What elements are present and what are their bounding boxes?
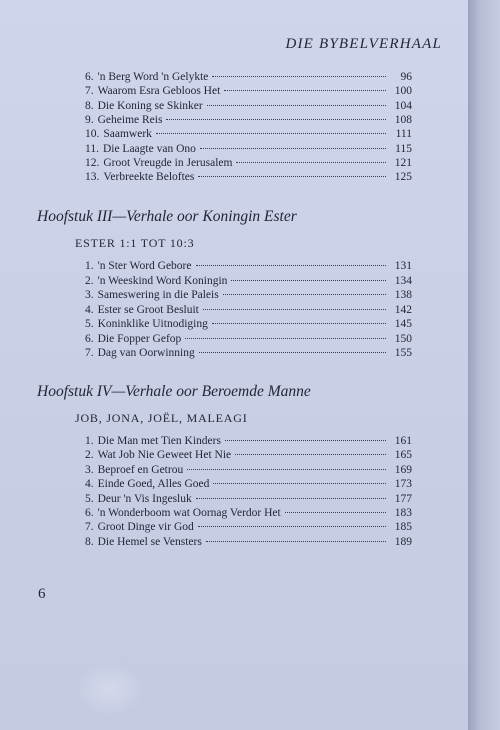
entry-page-number: 100	[394, 85, 412, 98]
entry-page-number: 189	[394, 535, 412, 548]
dot-leader	[224, 90, 386, 91]
dot-leader	[223, 294, 386, 295]
entry-title: Die Hemel se Vensters	[97, 535, 202, 548]
entry-title: 'n Wonderboom wat Oornag Verdor Het	[97, 507, 281, 519]
entry-page-number: 96	[400, 71, 412, 83]
dot-leader	[196, 265, 387, 266]
dot-leader	[203, 309, 386, 310]
entry-page-number: 155	[394, 347, 412, 359]
entry-page-number: 111	[395, 128, 412, 141]
toc-entry	[85, 156, 412, 171]
entry-number: 6.	[85, 71, 94, 83]
entry-title: Die Fopper Gefop	[97, 332, 182, 345]
dot-leader	[207, 105, 386, 106]
entry-title: Die Koning se Skinker	[97, 99, 203, 112]
toc-entry	[85, 113, 412, 128]
entry-page-number: 145	[394, 318, 412, 330]
toc-entry	[85, 463, 412, 478]
dot-leader	[198, 526, 386, 527]
toc-entry	[85, 492, 412, 507]
entry-title: Geheime Reis	[97, 113, 163, 126]
entry-page-number: 185	[394, 521, 412, 534]
entry-page-number: 165	[394, 449, 412, 462]
toc-entry	[85, 70, 412, 85]
page-smudge	[75, 662, 145, 717]
dot-leader	[225, 440, 386, 441]
entry-number: 5.	[85, 318, 94, 330]
entry-number: 3.	[85, 463, 94, 476]
page-number: 6	[38, 586, 46, 602]
entry-title: Deur 'n Vis Ingesluk	[97, 492, 192, 505]
entry-title: Einde Goed, Alles Goed	[97, 478, 210, 491]
entry-number: 4.	[85, 478, 94, 491]
entry-number: 2.	[85, 274, 94, 287]
toc-entry	[85, 434, 412, 449]
entry-number: 11.	[85, 142, 99, 155]
entry-title: 'n Berg Word 'n Gelykte	[97, 71, 209, 83]
entry-page-number: 131	[394, 260, 412, 272]
entry-number: 1.	[85, 260, 94, 272]
entry-number: 7.	[85, 347, 94, 359]
entry-number: 13.	[85, 171, 100, 184]
dot-leader	[212, 76, 386, 77]
entry-number: 9.	[85, 113, 94, 126]
toc-entry	[85, 332, 412, 347]
chapter-4-scripture-reference: JOB, JONA, JOËL, MALEAGI	[75, 411, 248, 425]
entry-title: Waarom Esra Gebloos Het	[97, 85, 221, 98]
entry-title: Die Laagte van Ono	[102, 142, 196, 155]
entry-page-number: 161	[394, 435, 412, 447]
toc-entry	[85, 127, 412, 142]
entry-title: Groot Dinge vir God	[97, 521, 194, 534]
entry-number: 8.	[85, 99, 94, 112]
entry-number: 10.	[85, 128, 100, 141]
entry-title: Die Man met Tien Kinders	[97, 435, 221, 447]
entry-page-number: 125	[394, 171, 412, 184]
chapter-heading-4: Hoofstuk IV—Verhale oor Beroemde Manne	[37, 383, 311, 400]
dot-leader	[200, 148, 386, 149]
dot-leader	[235, 454, 386, 455]
dot-leader	[166, 119, 386, 120]
entry-title: 'n Ster Word Gebore	[97, 260, 192, 272]
entry-page-number: 104	[394, 99, 412, 112]
dot-leader	[285, 512, 386, 513]
entry-number: 12.	[85, 156, 100, 169]
entry-page-number: 121	[394, 156, 412, 169]
entry-page-number: 150	[394, 332, 412, 345]
entry-page-number: 177	[394, 492, 412, 505]
dot-leader	[212, 323, 386, 324]
toc-entry	[85, 142, 412, 157]
dot-leader	[206, 541, 386, 542]
entry-title: Saamwerk	[103, 128, 152, 141]
dot-leader	[231, 280, 386, 281]
entry-number: 2.	[85, 449, 94, 462]
entry-title: Dag van Oorwinning	[97, 347, 195, 359]
entry-page-number: 183	[394, 507, 412, 519]
entry-page-number: 108	[394, 113, 412, 126]
entry-number: 6.	[85, 507, 94, 519]
entry-number: 4.	[85, 303, 94, 316]
entry-number: 3.	[85, 289, 94, 301]
running-head: DIE BYBELVERHAAL	[285, 36, 442, 52]
entry-page-number: 173	[394, 478, 412, 491]
dot-leader	[187, 469, 386, 470]
dot-leader	[199, 352, 386, 353]
entry-page-number: 115	[395, 142, 412, 155]
chapter-heading-3: Hoofstuk III—Verhale oor Koningin Ester	[37, 208, 297, 225]
entry-page-number: 134	[394, 274, 412, 287]
toc-entry	[85, 274, 412, 289]
entry-number: 1.	[85, 435, 94, 447]
toc-entry	[85, 477, 412, 492]
dot-leader	[156, 133, 386, 134]
entry-number: 6.	[85, 332, 94, 345]
toc-entry	[85, 535, 412, 550]
dot-leader	[185, 338, 386, 339]
toc-entry	[85, 506, 412, 521]
toc-entry	[85, 288, 412, 303]
entry-title: Ester se Groot Besluit	[97, 303, 199, 316]
toc-entry	[85, 303, 412, 318]
entry-title: Verbreekte Beloftes	[103, 171, 195, 184]
toc-entry	[85, 317, 412, 332]
toc-entry	[85, 170, 412, 185]
toc-entry	[85, 448, 412, 463]
chapter-3-scripture-reference: ESTER 1:1 TOT 10:3	[75, 236, 195, 250]
entry-title: Koninklike Uitnodiging	[97, 318, 208, 330]
entry-title: 'n Weeskind Word Koningin	[97, 274, 228, 287]
dot-leader	[196, 498, 386, 499]
dot-leader	[236, 162, 386, 163]
toc-entry	[85, 84, 412, 99]
entry-number: 7.	[85, 85, 94, 98]
entry-title: Wat Job Nie Geweet Het Nie	[97, 449, 232, 462]
entry-page-number: 169	[394, 463, 412, 476]
toc-entry	[85, 520, 412, 535]
entry-number: 8.	[85, 535, 94, 548]
entry-page-number: 138	[394, 289, 412, 301]
dot-leader	[213, 483, 386, 484]
dot-leader	[198, 176, 386, 177]
entry-number: 7.	[85, 521, 94, 534]
entry-title: Groot Vreugde in Jerusalem	[103, 156, 233, 169]
entry-number: 5.	[85, 492, 94, 505]
entry-title: Beproef en Getrou	[97, 463, 184, 476]
toc-entry	[85, 259, 412, 274]
entry-title: Sameswering in die Paleis	[97, 289, 219, 301]
toc-entry	[85, 346, 412, 361]
toc-entry	[85, 99, 412, 114]
entry-page-number: 142	[394, 303, 412, 316]
book-spine-shadow	[468, 0, 500, 730]
